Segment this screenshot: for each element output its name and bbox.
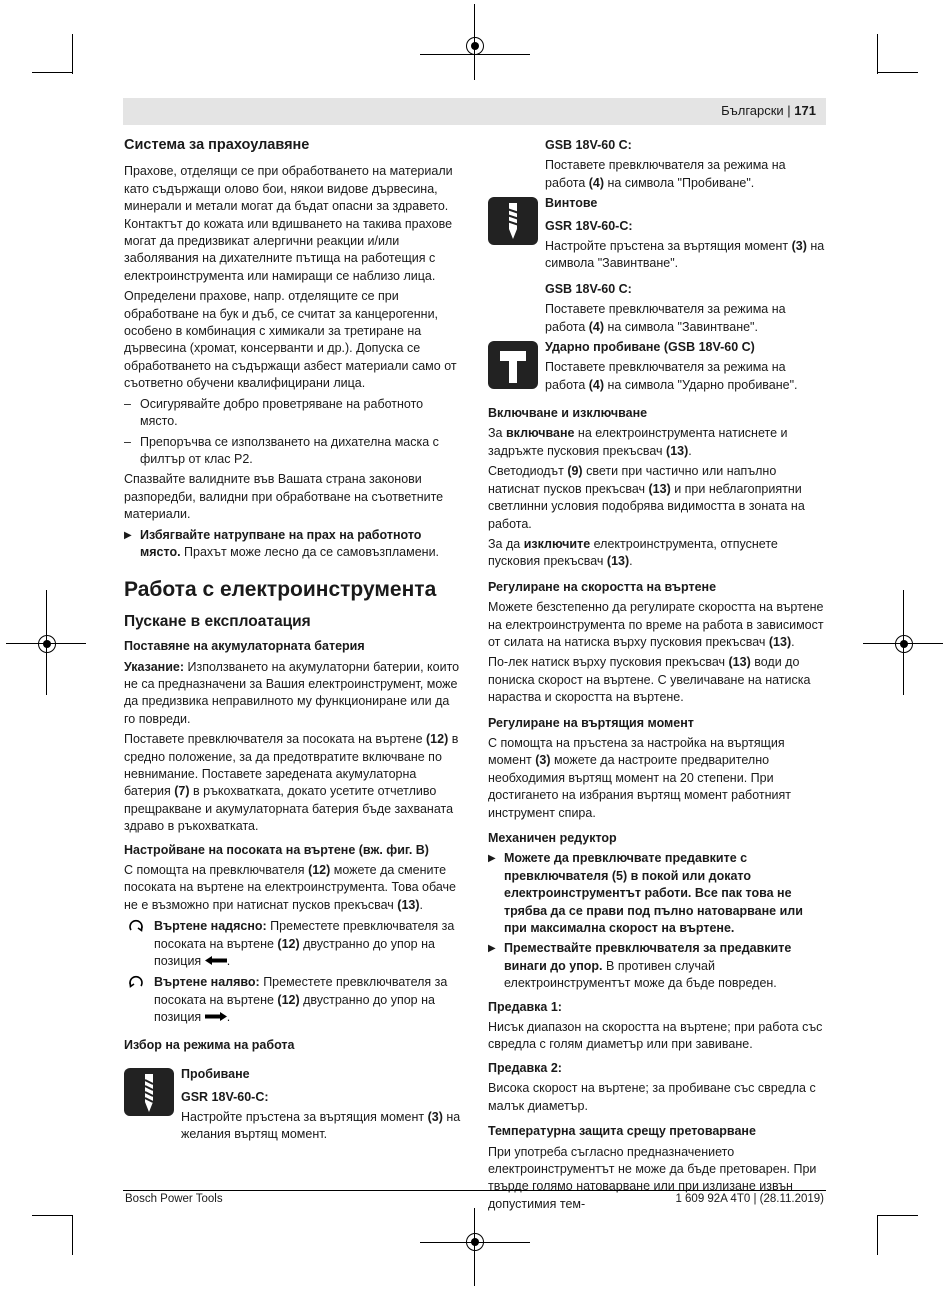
dash-item: – Осигурявайте добро проветряване на работното място.: [124, 396, 424, 429]
arrow-right-icon: [205, 1009, 227, 1026]
registration-target-icon: [38, 635, 56, 653]
text-run: Настройте пръстена за въртящия момент: [181, 1109, 428, 1124]
model-label: GSR 18V-60-C:: [181, 1089, 269, 1104]
text-run: .: [688, 443, 692, 458]
on-paragraph: [488, 425, 826, 460]
text-run: Поставете превключвателя за режима на работа: [545, 302, 786, 334]
arrow-left-icon: [205, 953, 227, 970]
rotate-right-icon: [128, 919, 144, 938]
ref-number: (9): [567, 464, 583, 479]
impact-text: [545, 359, 826, 394]
footer-left: Bosch Power Tools: [125, 1193, 223, 1205]
gsb-block-1: [488, 137, 826, 192]
subsection-title: Пускане в експлоатация: [124, 612, 311, 630]
text-run: За: [488, 426, 506, 441]
screw-text: [545, 238, 826, 273]
drill-text: [181, 1109, 462, 1144]
crop-mark: [877, 34, 878, 74]
onoff-title: Включване и изключване: [488, 406, 648, 421]
ref-number: (3): [535, 753, 551, 768]
dust-paragraph-2: Определени прахове, напр. отделящите се при обработване на бук и дъб, се считат за канцерогенни, особено в комбинация с химикали за третиране на дървесина (хромат, консерванти и др.). Допуска се обработването на съдържащи азбест материали само от съответно обучени квалифицирани лица.: [124, 289, 457, 391]
dash-item-text: Препоръчва се използването на дихателна маска с филтър от клас P2.: [140, 434, 439, 466]
text-run: на символа "Завинтване".: [604, 319, 758, 334]
warning-item: [488, 850, 826, 937]
torque-paragraph: [488, 735, 826, 822]
gear-title: Механичен редуктор: [488, 831, 617, 845]
drill-mode-row: [124, 1066, 462, 1146]
registration-target-icon: [466, 37, 484, 55]
text-run: .: [791, 634, 795, 649]
text-run: електроинструмента, отпуснете пусковия прекъсвач: [488, 536, 778, 569]
header-language: Български: [721, 103, 784, 118]
model-label: GSB 18V-60 C:: [545, 281, 632, 296]
text-run: можете да настроите предварително необходимия въртящ момент на 20 степени. При достигането на избрания въртящ момент работният инструмент спира.: [488, 753, 791, 820]
gear2-text: Висока скорост на въртене; за пробиване със свредла с малък диаметър.: [488, 1081, 816, 1113]
left-column: [124, 137, 462, 1149]
right-column: [488, 137, 826, 1216]
crop-mark: [32, 1215, 72, 1216]
crop-mark: [72, 1215, 73, 1255]
text-run: Поставете превключвателя за посоката на въртене: [124, 732, 426, 747]
triangle-bullet-icon: ▶: [488, 943, 496, 955]
bold-run: изключите: [523, 536, 591, 551]
battery-title: Поставяне на акумулаторната батерия: [124, 639, 365, 654]
rotation-right-item: [124, 918, 462, 970]
ref-number: (3): [427, 1109, 443, 1124]
registration-target-icon: [466, 1233, 484, 1251]
rotation-label: Въртене надясно:: [154, 919, 267, 934]
speed-paragraph-1: [488, 599, 826, 651]
footer-right: 1 609 92A 4T0 | (28.11.2019): [675, 1193, 824, 1205]
rotation-left-item: [124, 974, 462, 1026]
torque-title: Регулиране на въртящия момент: [488, 715, 694, 730]
ref-number: (13): [728, 655, 751, 670]
ref-number: (7): [174, 784, 190, 799]
dust-paragraph-1: Прахове, отделящи се при обработването на материали като съдържащи олово бои, някои видове дървесина, минерали и метали могат да бъдат опасни за здравето. Контактът до кожата или вдишването на такива прахове могат да предизвикат алергични реакции и/или заболявания на дихателните пътища на работещия с електроинструмента или намиращи се наблизо лица.: [124, 164, 453, 283]
ref-number: (13): [397, 897, 420, 912]
screw-title-text: Винтове: [545, 196, 598, 211]
speed-paragraph-2: [488, 654, 826, 706]
warning-item: [488, 940, 826, 992]
ref-number: (4): [588, 175, 605, 190]
text-run: свети при частично или напълно натиснат пусков прекъсвач: [488, 464, 777, 496]
triangle-bullet-icon: ▶: [124, 529, 132, 541]
drill-title-text: Пробиване: [181, 1067, 250, 1082]
page-number: 171: [794, 103, 816, 118]
note-text: Използването на акумулаторни батерии, които не са предназначени за Вашия електроинструмент, може да предизвика неправилното му функциониране или да го повреди.: [124, 659, 460, 726]
warning-rest: Прахът може лесно да се самовъзпламени.: [180, 544, 440, 559]
impact-title: Ударно пробиване (GSB 18V-60 C): [545, 340, 755, 355]
direction-paragraph: [124, 862, 462, 914]
text-run: на символа "Ударно пробиване".: [604, 377, 798, 392]
text-run: Настройте пръстена за въртящия момент: [545, 239, 792, 254]
gear1-title: Предавка 1:: [488, 999, 562, 1014]
ref-number: (3): [791, 239, 807, 254]
crop-mark: [878, 72, 918, 73]
text-run: .: [226, 954, 231, 969]
text-run: Поставете превключвателя за режима на работа: [545, 360, 786, 392]
text-run: на желания въртящ момент.: [181, 1109, 461, 1142]
ref-number: (12): [277, 936, 300, 951]
impact-mode-row: [488, 339, 826, 397]
gear1-text: Нисък диапазон на скоростта на въртене; при работа със свредла с голям диаметър или при завиване.: [488, 1020, 823, 1052]
gsb-text-1: [545, 157, 826, 192]
drill-title: [181, 1066, 462, 1083]
warning-bold: Можете да превключвате предавките с превключвателя (5) в покой или докато електроинструментът работи. Все пак това не трябва да се прави под пълно натоварване или при максимална скорост на въртене.: [504, 851, 803, 936]
text-run: и при неблагоприятни светлинни условия подобрява видимостта в зоната на работа.: [488, 481, 805, 531]
crop-mark: [878, 1215, 918, 1216]
mode-title: Избор на режима на работа: [124, 1037, 295, 1052]
warning-bold: Премествайте превключвателя за предавките винаги до упор.: [504, 941, 792, 973]
text-run: Светодиодът: [488, 464, 568, 479]
model-label: GSR 18V-60-C:: [545, 218, 633, 233]
warning-rest: В противен случай електроинструментът може да бъде повреден.: [504, 958, 777, 991]
dust-paragraph-3: Спазвайте валидните във Вашата страна законови разпоредби, валидни при обработване на съответните материали.: [124, 472, 444, 522]
hammer-icon: [488, 341, 538, 389]
led-paragraph: [488, 463, 826, 533]
text-run: в ръкохватката, докато усетите отчетливо прещракване и акумулаторната батерия бъде захваната здраво в ръкохватката.: [124, 784, 454, 834]
rotation-label: Въртене наляво:: [154, 975, 260, 990]
text-run: на символа "Пробиване".: [604, 175, 755, 190]
dash-item: – Препоръчва се използването на дихателна маска с филтър от клас P2.: [124, 434, 439, 466]
note-label: Указание:: [124, 659, 185, 674]
text-run: По-лек натиск върху пусковия прекъсвач: [488, 655, 729, 670]
bold-run: включване: [505, 426, 575, 441]
warning-bold: Избягвайте натрупване на прах на работното място.: [140, 527, 422, 559]
ref-number: (13): [768, 634, 792, 649]
ref-number: (13): [606, 554, 630, 569]
triangle-bullet-icon: ▶: [488, 853, 496, 865]
temp-text: При употреба съгласно предназначението електроинструментът не може да бъде претоварен. При твърде голямо натоварване или при излизане извън допустимия тем-: [488, 1144, 817, 1211]
ref-number: (12): [426, 732, 449, 747]
text-run: Преместете превключвателя за посоката на въртене: [154, 975, 448, 1007]
dash-item-text: Осигурявайте добро проветряване на работното място.: [140, 396, 424, 429]
crop-mark: [72, 34, 73, 74]
text-run: За да: [488, 536, 524, 551]
rotate-left-icon: [128, 975, 144, 994]
drill-bit-icon: [124, 1068, 174, 1116]
page-footer: [123, 1190, 826, 1205]
text-run: на електроинструмента натиснете и задръжте пусковия прекъсвач: [488, 426, 788, 458]
ref-number: (13): [666, 443, 689, 458]
direction-title: Настройване на посоката на въртене (вж. фиг. B): [124, 842, 429, 857]
text-run: С помощта на превключвателя: [124, 863, 309, 878]
drill-model: [181, 1089, 462, 1106]
text-run: двустранно до упор на позиция: [154, 936, 435, 969]
text-run: .: [419, 897, 423, 912]
text-run: двустранно до упор на позиция: [154, 992, 435, 1025]
crop-mark: [32, 72, 72, 73]
ref-number: (12): [308, 863, 331, 878]
crop-mark: [877, 1215, 878, 1255]
text-run: .: [226, 1010, 231, 1025]
ref-number: (4): [588, 319, 605, 334]
screw-mode-row: [488, 195, 826, 336]
text-run: Можете безстепенно да регулирате скоростта на въртене на електроинструмента по време на работа в зависимост от силата на натиска върху пусковия прекъсвач: [488, 600, 824, 649]
note-paragraph: [124, 659, 462, 729]
model-label: GSB 18V-60 C:: [545, 138, 632, 152]
warning-item: [124, 527, 462, 562]
text-run: С помощта на пръстена за настройка на въртящия момент: [488, 735, 785, 768]
ref-number: (4): [588, 377, 605, 392]
gsb-text-2: [545, 301, 826, 336]
registration-target-icon: [895, 635, 913, 653]
dust-title: Система за прахоулавяне: [124, 137, 310, 153]
gear2-title: Предавка 2:: [488, 1060, 562, 1075]
off-paragraph: [488, 536, 826, 571]
ref-number: (12): [277, 992, 300, 1007]
screw-icon: [488, 197, 538, 245]
text-run: Поставете превключвателя за режима на работа: [545, 158, 786, 190]
text-run: можете да смените посоката на въртене на електроинструмента. Това обаче не е възможно при натиснат пусков прекъсвач: [124, 863, 456, 912]
text-run: Преместете превключвателя за посоката на въртене: [154, 919, 455, 951]
screw-title: [545, 195, 826, 212]
speed-title: Регулиране на скоростта на въртене: [488, 579, 717, 594]
battery-paragraph: [124, 731, 462, 835]
ref-number: (13): [648, 481, 671, 496]
text-run: на символа "Завинтване".: [545, 239, 825, 271]
text-run: .: [629, 554, 633, 569]
header-text: Български | 171: [721, 103, 816, 118]
text-run: в средно положение, за да предотвратите включване по невнимание. Поставете заредената акумулаторна батерия: [124, 732, 459, 799]
temp-title: Температурна защита срещу претоварване: [488, 1124, 756, 1139]
section-title: Работа с електроинструмента: [124, 578, 437, 602]
page-header: [123, 98, 826, 125]
text-run: води до пониска скорост на въртене. С увеличаване на натиска нараства и скоростта на въртене.: [488, 655, 811, 705]
